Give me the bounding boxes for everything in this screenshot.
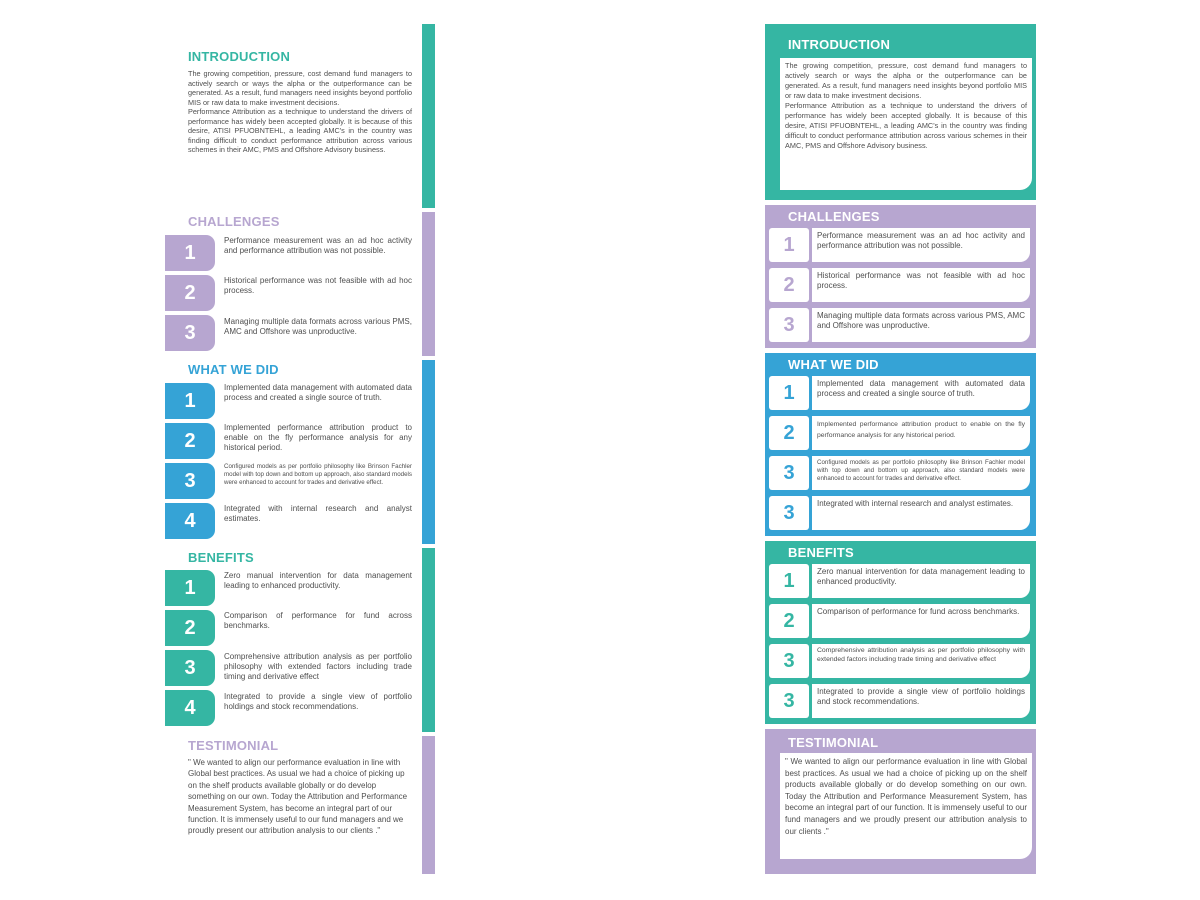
challenges-panel <box>765 205 1036 348</box>
challenge-text-3: Managing multiple data formats across various PMS, AMC and Offshore was unproductive. <box>224 317 412 336</box>
benefit-number-3: 3 <box>769 644 809 678</box>
challenge-number-2: 2 <box>165 275 215 311</box>
challenge-number-1: 1 <box>769 228 809 262</box>
benefit-text-2: Comparison of performance for fund across benchmarks. <box>812 604 1030 638</box>
introduction-text-box <box>780 58 1032 190</box>
what-we-did-number-2: 2 <box>769 416 809 450</box>
testimonial-panel <box>765 729 1036 874</box>
challenges-heading: CHALLENGES <box>788 209 880 224</box>
what-we-did-text-4: Integrated with internal research and analyst estimates. <box>812 496 1030 530</box>
challenge-number-2: 2 <box>769 268 809 302</box>
challenge-text-1: Performance measurement was an ad hoc activity and performance attribution was not possible. <box>224 236 412 255</box>
benefit-number-4: 4 <box>165 690 215 726</box>
benefit-text-3: Comprehensive attribution analysis as per portfolio philosophy with extended factors including trade timing and derivative effect <box>812 644 1030 678</box>
benefit-number-1: 1 <box>165 570 215 606</box>
what-we-did-text-3: Configured models as per portfolio philosophy like Brinson Fachler model with top down and bottom up approach, also standard models were enhanced to account for trades and derivative effect. <box>812 456 1030 490</box>
what-we-did-text-1: Implemented data management with automated data process and created a single source of truth. <box>224 383 412 402</box>
what-we-did-number-1: 1 <box>769 376 809 410</box>
introduction-paragraph-2: Performance Attribution as a technique to understand the drivers of performance has widely been accepted globally. It is because of this desire, ATISI PFUOBNTEHL, a leading AMC's in the country was finding difficult to conduct performance attribution across various schemes in their AMC, PMS and Offshore Advisory business. <box>188 107 412 154</box>
benefit-number-2: 2 <box>165 610 215 646</box>
challenge-text-3: Managing multiple data formats across various PMS, AMC and Offshore was unproductive. <box>812 308 1030 342</box>
what-we-did-number-3: 3 <box>769 456 809 490</box>
what-we-did-text-2: Implemented performance attribution product to enable on the fly performance analysis for any historical period. <box>812 416 1030 450</box>
introduction-paragraph-1: The growing competition, pressure, cost demand fund managers to actively search or ways the alpha or the outperformance can be generated. As a result, fund managers need insights beyond portfolio MIS or raw data to make investment decisions. <box>188 69 412 107</box>
challenges-side-bar <box>422 212 435 356</box>
introduction-panel <box>765 24 1036 200</box>
challenge-text-2: Historical performance was not feasible with ad hoc process. <box>812 268 1030 302</box>
what-we-did-heading: WHAT WE DID <box>188 362 279 377</box>
introduction-paragraph-2: Performance Attribution as a technique to understand the drivers of performance has widely been accepted globally. It is because of this desire, ATISI PFUOBNTEHL, a leading AMC's in the country was finding difficult to conduct performance attribution across various schemes in their AMC, PMS and Offshore Advisory business. <box>785 101 1027 150</box>
what-we-did-text-1: Implemented data management with automated data process and created a single source of truth. <box>812 376 1030 410</box>
what-we-did-number-2: 2 <box>165 423 215 459</box>
introduction-paragraph-1: The growing competition, pressure, cost demand fund managers to actively search or ways the alpha or the outperformance can be generated. As a result, fund managers need insights beyond portfolio MIS or raw data to make investment decisions. <box>785 61 1027 100</box>
challenge-number-3: 3 <box>165 315 215 351</box>
introduction-side-bar <box>422 24 435 208</box>
benefit-number-1: 1 <box>769 564 809 598</box>
what-we-did-number-3: 3 <box>165 463 215 499</box>
testimonial-side-bar <box>422 736 435 874</box>
what-we-did-text-4: Integrated with internal research and analyst estimates. <box>224 504 412 523</box>
introduction-heading: INTRODUCTION <box>188 49 291 64</box>
benefit-text-4: Integrated to provide a single view of portfolio holdings and stock recommendations. <box>224 692 412 711</box>
benefit-text-3: Comprehensive attribution analysis as per portfolio philosophy with extended factors including trade timing and derivative effect <box>224 652 412 681</box>
benefit-text-2: Comparison of performance for fund across benchmarks. <box>224 611 412 630</box>
challenges-heading: CHALLENGES <box>188 214 280 229</box>
what-we-did-panel <box>765 353 1036 536</box>
benefit-text-4: Integrated to provide a single view of portfolio holdings and stock recommendations. <box>812 684 1030 718</box>
benefit-number-3: 3 <box>165 650 215 686</box>
benefits-heading: BENEFITS <box>788 545 854 560</box>
testimonial-text: " We wanted to align our performance evaluation in line with Global best practices. As usual we had a choice of picking up on the shelf products available globally or do develop something on our own. Today the Attribution and Performance Measurement System, has become an integral part of our function. It is immensely useful to our fund managers and we proudly present our attribution analysis to our clients ." <box>188 758 408 836</box>
what-we-did-side-bar <box>422 360 435 544</box>
benefits-panel <box>765 541 1036 724</box>
testimonial-text: " We wanted to align our performance evaluation in line with Global best practices. As usual we had a choice of picking up on the shelf products available globally or do develop something on our own. Today the Attribution and Performance Measurement System, has become an integral part of our function. It is immensely useful to our fund managers and we proudly present our attribution analysis to our clients ." <box>780 753 1032 859</box>
benefit-text-1: Zero manual intervention for data management leading to enhanced productivity. <box>224 571 412 590</box>
challenge-text-1: Performance measurement was an ad hoc activity and performance attribution was not possible. <box>812 228 1030 262</box>
what-we-did-number-1: 1 <box>165 383 215 419</box>
testimonial-heading: TESTIMONIAL <box>788 735 879 750</box>
challenge-number-3: 3 <box>769 308 809 342</box>
benefit-text-1: Zero manual intervention for data management leading to enhanced productivity. <box>812 564 1030 598</box>
testimonial-heading: TESTIMONIAL <box>188 738 279 753</box>
benefits-side-bar <box>422 548 435 732</box>
benefit-number-4: 3 <box>769 684 809 718</box>
benefit-number-2: 2 <box>769 604 809 638</box>
challenge-text-2: Historical performance was not feasible with ad hoc process. <box>224 276 412 295</box>
what-we-did-text-3: Configured models as per portfolio philosophy like Brinson Fachler model with top down and bottom up approach, also standard models were enhanced to account for trades and derivative effect. <box>224 463 412 486</box>
what-we-did-heading: WHAT WE DID <box>788 357 879 372</box>
what-we-did-number-4: 3 <box>769 496 809 530</box>
challenge-number-1: 1 <box>165 235 215 271</box>
what-we-did-text-2: Implemented performance attribution product to enable on the fly performance analysis for any historical period. <box>224 423 412 452</box>
benefits-heading: BENEFITS <box>188 550 254 565</box>
introduction-text <box>188 69 412 155</box>
introduction-heading: INTRODUCTION <box>788 37 891 52</box>
what-we-did-number-4: 4 <box>165 503 215 539</box>
